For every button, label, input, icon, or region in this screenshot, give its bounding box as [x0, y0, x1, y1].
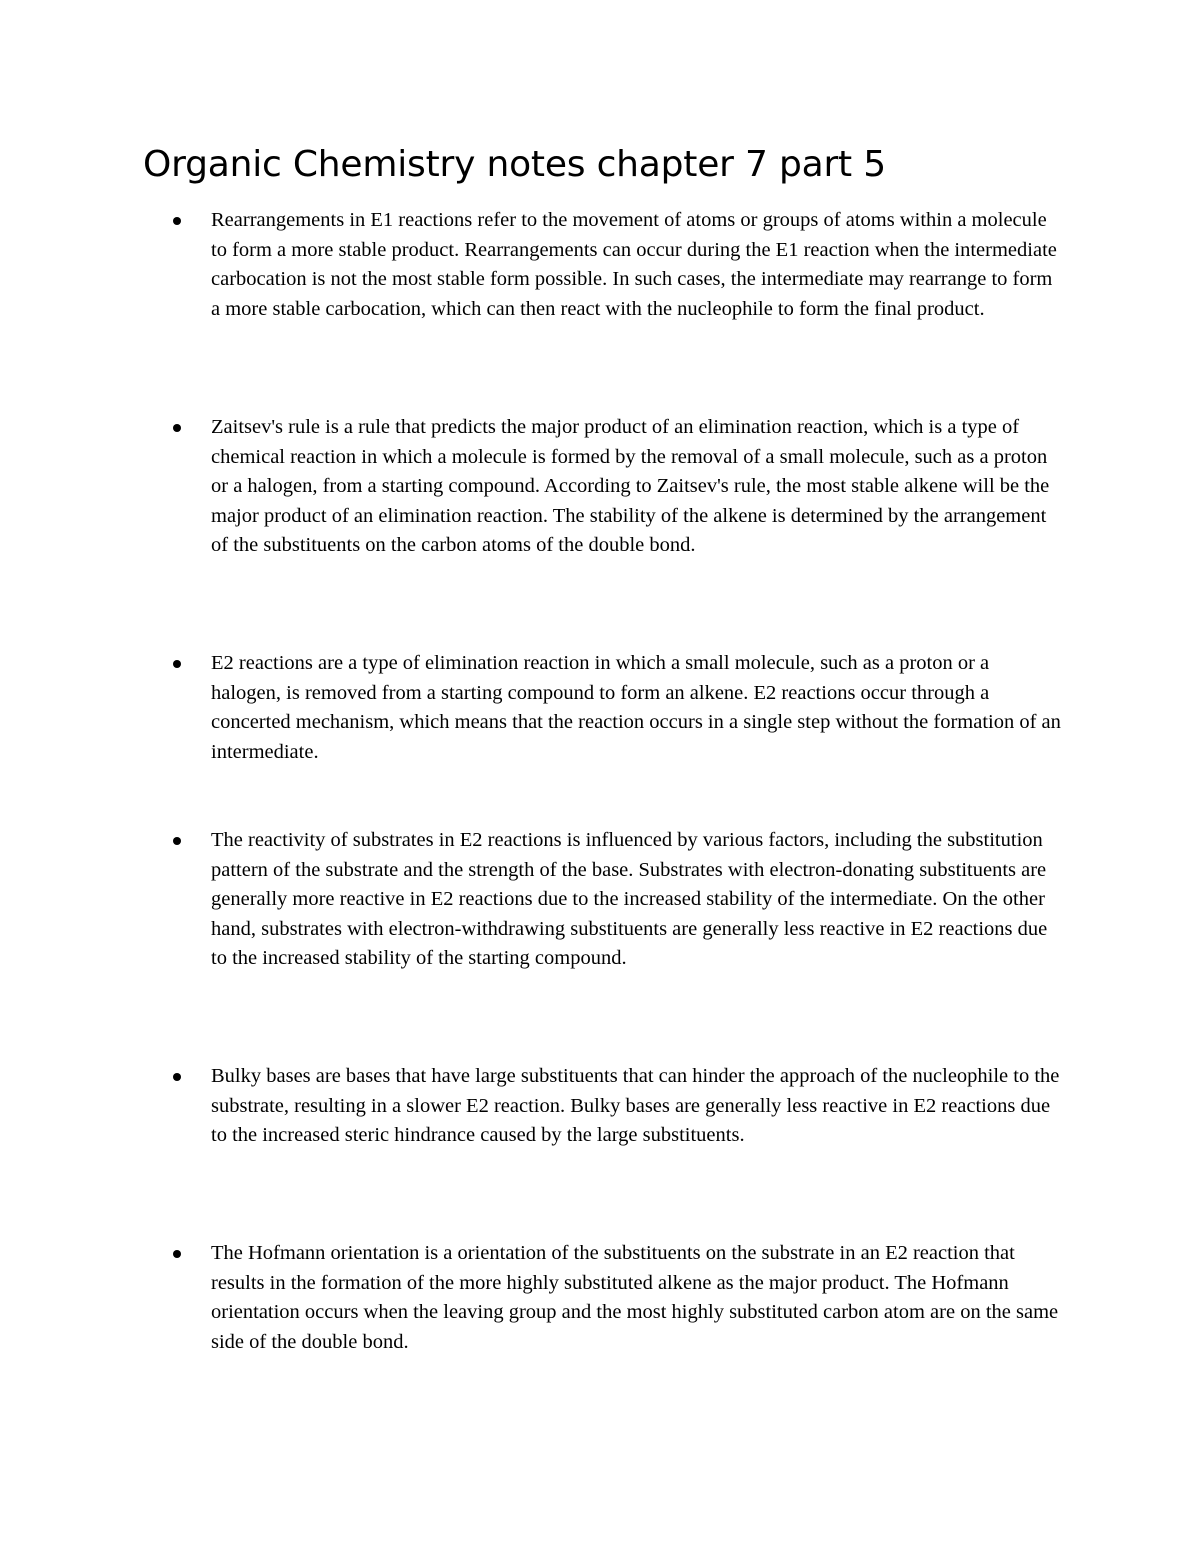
note-item — [211, 1062, 1061, 1151]
note-text: Bulky bases are bases that have large substituents that can hinder the approach of the nucleophile to the substrate, resulting in a slower E2 reaction. Bulky bases are generally less reactive in E2 reactions due to the increased steric hindrance caused by the large substituents. — [211, 1065, 1060, 1146]
bullet-icon — [173, 1073, 181, 1081]
note-text: Rearrangements in E1 reactions refer to the movement of atoms or groups of atoms within a molecule to form a more stable product. Rearrangements can occur during the E1 reaction when the intermediate carbocation is not the most stable form possible. In such cases, the intermediate may rearrange to form a more stable carbocation, which can then react with the nucleophile to form the final product. — [211, 209, 1057, 320]
document-title: Organic Chemistry notes chapter 7 part 5 — [143, 144, 886, 185]
bullet-icon — [173, 1250, 181, 1258]
note-text: The reactivity of substrates in E2 reactions is influenced by various factors, including the substitution pattern of the substrate and the strength of the base. Substrates with electron-donating substituents are generally more reactive in E2 reactions due to the increased stability of the intermediate. On the other hand, substrates with electron-withdrawing substituents are generally less reactive in E2 reactions due to the increased stability of the starting compound. — [211, 829, 1048, 969]
note-item — [211, 206, 1061, 324]
note-item — [211, 826, 1061, 974]
note-text: Zaitsev's rule is a rule that predicts the major product of an elimination reaction, which is a type of chemical reaction in which a molecule is formed by the removal of a small molecule, such as a proton or a halogen, from a starting compound. According to Zaitsev's rule, the most stable alkene will be the major product of an elimination reaction. The stability of the alkene is determined by the arrangement of the substituents on the carbon atoms of the double bond. — [211, 416, 1050, 556]
bullet-icon — [173, 660, 181, 668]
bullet-icon — [173, 217, 181, 225]
note-item — [211, 649, 1061, 767]
bullet-icon — [173, 424, 181, 432]
note-item — [211, 413, 1061, 561]
bullet-icon — [173, 837, 181, 845]
note-item — [211, 1239, 1061, 1357]
note-text: The Hofmann orientation is a orientation of the substituents on the substrate in an E2 reaction that results in the formation of the more highly substituted alkene as the major product. The Hofmann orientation occurs when the leaving group and the most highly substituted carbon atom are on the same side of the double bond. — [211, 1242, 1059, 1353]
note-text: E2 reactions are a type of elimination reaction in which a small molecule, such as a proton or a halogen, is removed from a starting compound to form an alkene. E2 reactions occur through a concerted mechanism, which means that the reaction occurs in a single step without the formation of an intermediate. — [211, 652, 1061, 763]
